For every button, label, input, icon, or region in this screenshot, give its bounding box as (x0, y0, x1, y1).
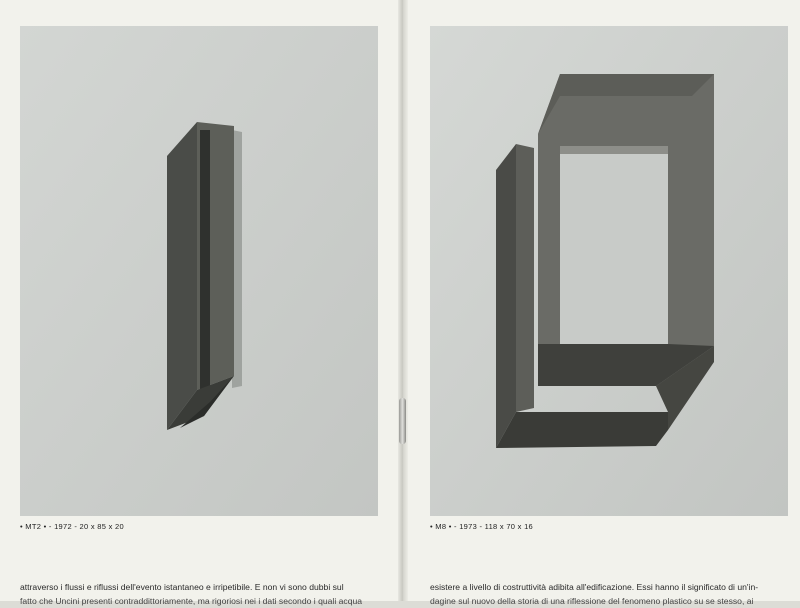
text-line: fatto che Uncini presenti contraddittoriamente, ma rigoriosi nei i dati secondo i quali acqua (20, 596, 363, 606)
sculpture-photo-mt2 (20, 26, 378, 516)
photo-caption-right: • M8 • - 1973 - 118 x 70 x 16 (430, 522, 534, 531)
body-text-left (20, 580, 382, 608)
right-page (404, 0, 800, 606)
text-line: esistere a livello di costruttività adibita all'edificazione. Essi hanno il significato di un'in- (430, 582, 759, 592)
book-gutter (398, 0, 408, 601)
sculpture-mt2-illustration (20, 26, 378, 516)
body-text-right (430, 580, 792, 608)
staple (399, 398, 406, 444)
text-line: dagine sul nuovo della storia di una riflessione del fenomeno plastico su se stesso, ai (430, 596, 754, 606)
sculpture-m8-illustration (430, 26, 788, 516)
photo-caption-left: • MT2 • - 1972 - 20 x 85 x 20 (20, 522, 124, 531)
text-line: attraverso i flussi e riflussi dell'evento istantaneo e irripetibile. E non vi sono dubbi sul (20, 582, 344, 592)
sculpture-photo-m8 (430, 26, 788, 516)
